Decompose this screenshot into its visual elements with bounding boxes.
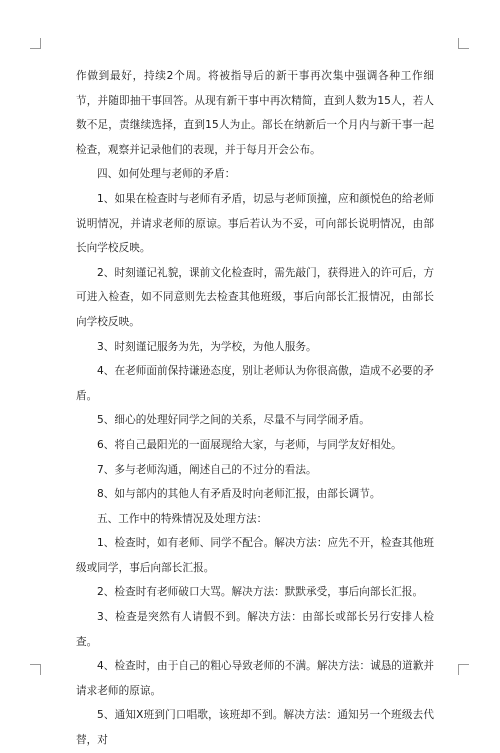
list-item: 2、检查时有老师破口大骂。解决方法：默默承受，事后向部长汇报。 xyxy=(97,586,424,599)
section-heading-teacher-conflict: 四、如何处理与老师的矛盾： xyxy=(97,168,236,181)
list-item: 4、检查时，由于自己的粗心导致老师的不满。解决方法：诚恳的道歉并请求老师的原谅。 xyxy=(76,660,434,697)
list-item: 1、如果在检查时与老师有矛盾，切忌与老师顶撞，应和颜悦色的给老师说明情况，并请求老师的原谅。事后若认为不妥，可向部长说明情况，由部长向学校反映。 xyxy=(76,192,434,255)
crop-mark-top-right xyxy=(458,38,469,49)
list-item: 6、将自己最阳光的一面展现给大家，与老师，与同学友好相处。 xyxy=(97,438,402,451)
list-item: 3、时刻谨记服务为先，为学校，为他人服务。 xyxy=(97,340,317,353)
crop-mark-bottom-right xyxy=(458,664,469,675)
list-item: 8、如与部内的其他人有矛盾及时向老师汇报，由部长调节。 xyxy=(97,488,381,501)
paragraph-intro: 作做到最好，持续2个周。将被指导后的新干事再次集中强调各种工作细节，并随即抽干事回答。从现有新干事中再次精简，直到人数为15人，若人数不足，责继续选择，直到15人为止。部长在纳新后一个月内与新干事一起检查，观察并记录他们的表现，并于每月开会公布。 xyxy=(76,70,434,156)
list-item: 1、检查时，如有老师、同学不配合。解决方法：应先不开，检查其他班级或同学，事后向部长汇报。 xyxy=(76,537,434,574)
list-item: 2、时刻谨记礼貌，课前文化检查时，需先敲门，获得进入的许可后，方可进入检查，如不同意则先去检查其他班级，事后向部长汇报情况，由部长向学校反映。 xyxy=(76,266,434,328)
list-item: 4、在老师面前保持谦逊态度，别让老师认为你很高傲，造成不必要的矛盾。 xyxy=(76,365,434,402)
list-item: 7、多与老师沟通，阐述自己的不过分的看法。 xyxy=(97,463,317,476)
section-heading-special-cases: 五、工作中的特殊情况及处理方法： xyxy=(97,512,268,525)
list-item: 5、通知X班到门口唱歌，该班却不到。解决方法：通知另一个班级去代替，对 xyxy=(76,709,434,747)
list-item: 5、细心的处理好同学之间的关系，尽量不与同学闹矛盾。 xyxy=(97,414,370,427)
crop-mark-bottom-left xyxy=(30,664,41,675)
document-body xyxy=(76,64,434,753)
list-item: 3、检查是突然有人请假不到。解决方法：由部长或部长另行安排人检查。 xyxy=(76,611,434,648)
crop-mark-top-left xyxy=(30,38,41,49)
